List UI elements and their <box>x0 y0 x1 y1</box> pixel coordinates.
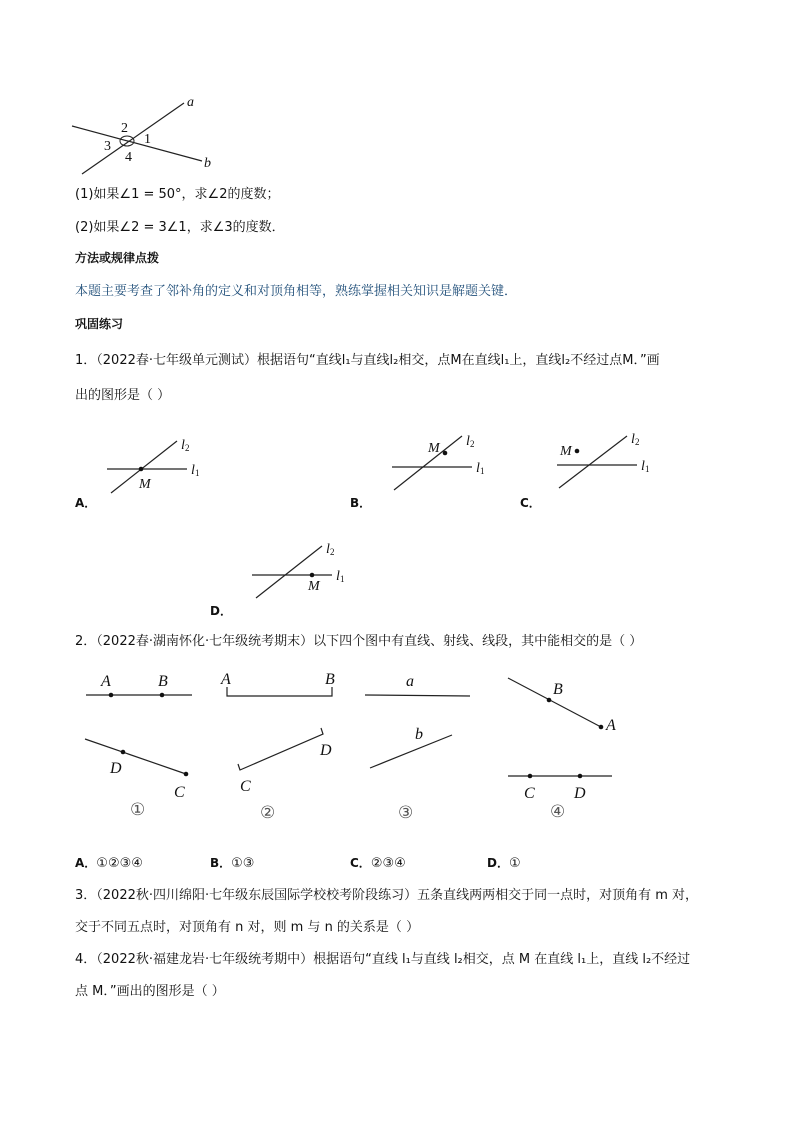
fig3-label-b: b <box>415 726 423 743</box>
q1-option-a[interactable]: A． <box>75 496 97 510</box>
label-l2: l <box>181 438 185 453</box>
question-part-1: (1)如果∠1 = 50°，求∠2的度数； <box>75 187 280 202</box>
fig1-point-d <box>121 750 126 755</box>
fig2-segment-ab <box>227 687 332 696</box>
q2-answer-a[interactable] <box>75 854 143 871</box>
q2-answer-d[interactable] <box>487 854 521 871</box>
fig4-label-a: A <box>606 717 616 734</box>
label-l1: l <box>476 461 480 476</box>
point-m <box>443 451 448 456</box>
q4-line1: 4．（2022秋·福建龙岩·七年级统考期中）根据语句“直线 l₁与直线 l₂相交，点 M 在直线 l₁上，直线 l₂不经过 <box>75 952 691 967</box>
fig4-point-d <box>578 774 583 779</box>
angle-label-2: 2 <box>121 121 128 136</box>
q2-answer-c-text: ②③④ <box>370 856 406 871</box>
label-l1: l <box>641 459 645 474</box>
label-l2: l <box>326 542 330 557</box>
q2-answer-a-letter: A． <box>75 856 97 870</box>
fig4-circled-number: ④ <box>550 802 566 822</box>
label-l2-sub: 2 <box>330 547 335 557</box>
fig2-label-b: B <box>325 671 335 688</box>
angle-label-1: 1 <box>144 132 151 147</box>
q4-line2: 点 M．”画出的图形是（ ） <box>75 984 225 999</box>
fig4-label-c: C <box>524 785 535 802</box>
fig4-point-b <box>547 698 552 703</box>
q1-line1: 1．（2022春·七年级单元测试）根据语句“直线l₁与直线l₂相交，点M在直线l₁上，直线l₂不经过点M．”画 <box>75 353 660 368</box>
fig4-point-c <box>528 774 533 779</box>
fig4-label-d: D <box>574 785 586 802</box>
label-l1: l <box>191 463 195 478</box>
line-b <box>72 126 202 161</box>
label-m: M <box>139 477 151 492</box>
fig1-point-c <box>184 772 189 777</box>
q1-figure-d <box>250 540 360 602</box>
fig4-point-a <box>599 725 604 730</box>
label-l1-sub: 1 <box>645 464 650 474</box>
angle-label-4: 4 <box>125 150 132 165</box>
label-a: a <box>187 95 194 110</box>
q1-figure-c <box>555 430 665 492</box>
angle-label-3: 3 <box>104 139 111 154</box>
fig1-label-c: C <box>174 784 185 801</box>
fig4-label-b: B <box>553 681 563 698</box>
label-l2: l <box>466 434 470 449</box>
fig1-label-b: B <box>158 673 168 690</box>
label-l1: l <box>336 569 340 584</box>
q2-answer-d-text: ① <box>508 856 521 871</box>
label-l2-sub: 2 <box>470 439 475 449</box>
fig1-circled-number: ① <box>130 800 146 820</box>
fig3-label-a: a <box>406 673 414 690</box>
label-l1-sub: 1 <box>340 574 345 584</box>
label-b: b <box>204 156 211 171</box>
q2-answer-b[interactable] <box>210 854 254 871</box>
question-part-2: (2)如果∠2 = 3∠1，求∠3的度数． <box>75 220 285 235</box>
fig3-circled-number: ③ <box>398 803 414 823</box>
label-l2-sub: 2 <box>185 443 190 453</box>
label-l1-sub: 1 <box>480 466 485 476</box>
fig2-circled-number: ② <box>260 803 276 823</box>
label-m: M <box>560 444 572 459</box>
fig2-label-a: A <box>221 671 231 688</box>
q3-line2: 交于不同五点时，对顶角有 n 对，则 m 与 n 的关系是（ ） <box>75 920 420 935</box>
q1-option-d[interactable]: D． <box>210 604 232 618</box>
method-text: 本题主要考查了邻补角的定义和对顶角相等，熟练掌握相关知识是解题关键． <box>75 284 518 299</box>
practice-heading: 巩固练习 <box>75 317 124 331</box>
fig1-label-d: D <box>110 760 122 777</box>
point-m <box>575 449 580 454</box>
label-l1-sub: 1 <box>195 468 200 478</box>
point-m <box>139 467 144 472</box>
fig2-label-c: C <box>240 778 251 795</box>
q3-line1: 3．（2022秋·四川绵阳·七年级东辰国际学校校考阶段练习）五条直线两两相交于同一点时，对顶角有 m 对， <box>75 888 699 903</box>
method-heading: 方法或规律点拨 <box>75 251 160 265</box>
angle-figure <box>70 95 230 175</box>
q2-answer-b-text: ①③ <box>231 856 255 871</box>
q2-answer-d-letter: D． <box>487 856 509 870</box>
fig1-label-a: A <box>101 673 111 690</box>
label-l2-sub: 2 <box>635 437 640 447</box>
fig3-line-a <box>365 695 470 696</box>
q2-answer-a-text: ①②③④ <box>96 856 143 871</box>
fig1-point-b <box>160 693 165 698</box>
point-m <box>310 573 315 578</box>
fig1-ray-cd <box>85 739 186 774</box>
q1-option-c[interactable]: C． <box>520 496 541 510</box>
q1-line2: 出的图形是（ ） <box>75 388 171 403</box>
q2-answer-b-letter: B． <box>210 856 232 870</box>
q1-figure-b <box>390 432 500 494</box>
q1-figure-a <box>105 438 215 498</box>
fig2-label-d: D <box>320 742 332 759</box>
q2-answer-c[interactable] <box>350 854 406 871</box>
fig2-segment-cd <box>238 728 323 770</box>
q2-figures <box>70 660 710 830</box>
label-m: M <box>308 579 320 594</box>
label-l2: l <box>631 432 635 447</box>
q2-answer-c-letter: C． <box>350 856 371 870</box>
fig3-line-b <box>370 735 452 768</box>
fig1-point-a <box>109 693 114 698</box>
q1-option-b[interactable]: B． <box>350 496 372 510</box>
label-m: M <box>428 441 440 456</box>
q2-text: 2．（2022春·湖南怀化·七年级统考期末）以下四个图中有直线、射线、线段，其中能相交的是（ ） <box>75 634 643 649</box>
